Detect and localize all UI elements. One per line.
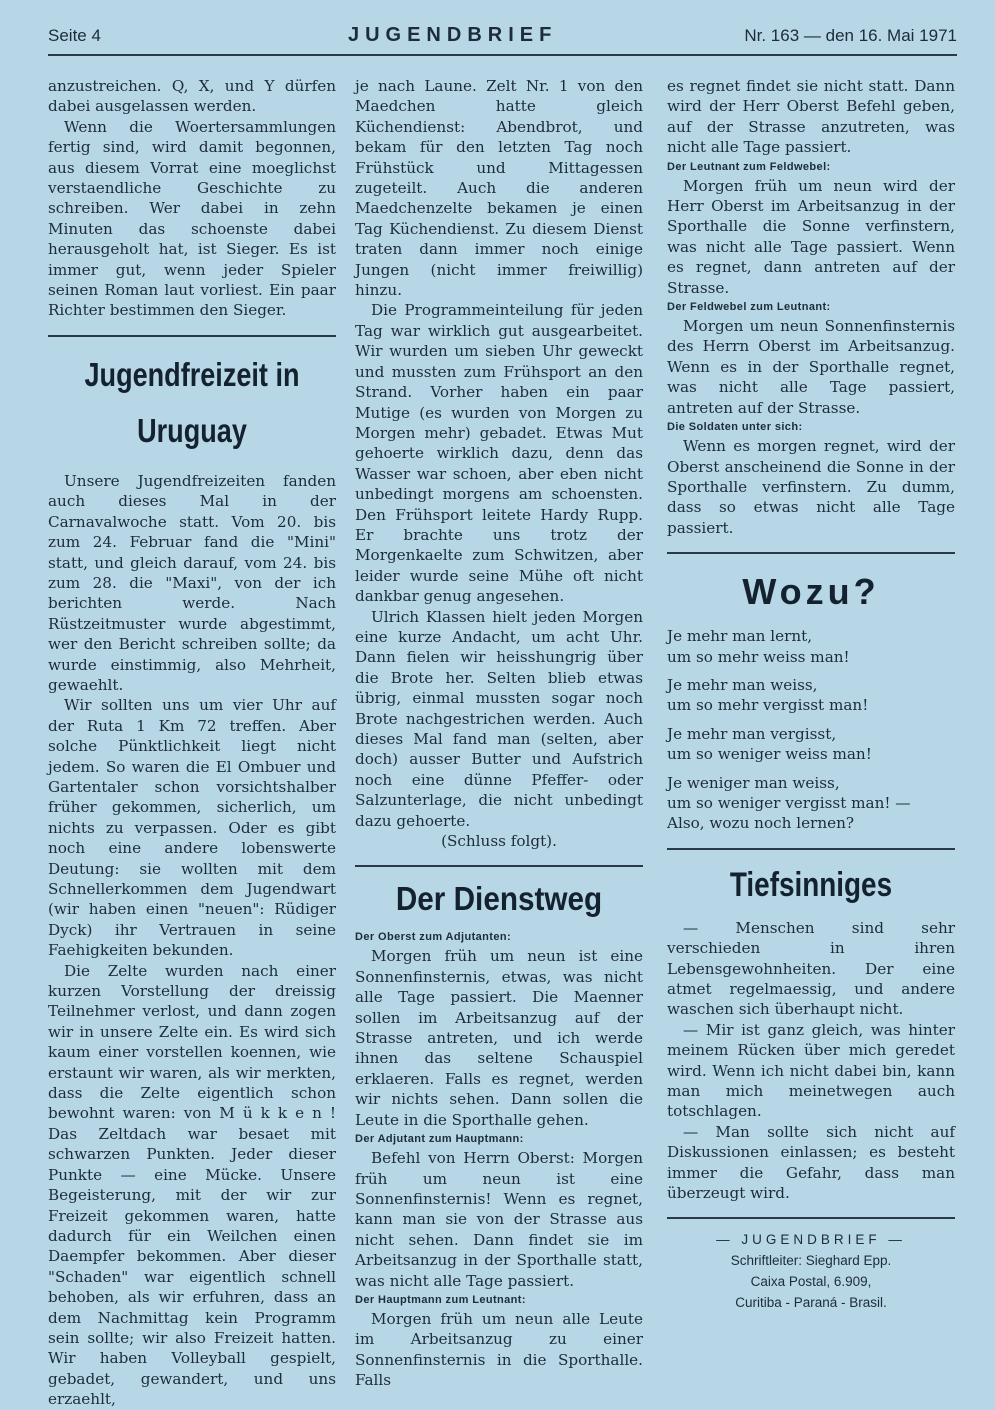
divider bbox=[667, 1217, 955, 1219]
uruguay-paragraph-4: je nach Laune. Zelt Nr. 1 von den Maedchen hatte gleich Küchendienst: Abendbrot, und bekam für den letzten Tag noch Frühstück und Mittagessen zugeteilt. Auch die anderen Maedchenzelte bekamen je einen Tag Küchendienst. Zu diesem Dienst traten dann immer noch einige Jungen (nicht immer freiwillig) hinzu. bbox=[355, 77, 643, 300]
poem-line: Je mehr man vergisst, bbox=[667, 724, 837, 743]
role-heading: Der Hauptmann zum Leutnant: bbox=[355, 1293, 526, 1306]
poem-line: Je mehr man weiss, bbox=[667, 675, 818, 694]
imprint bbox=[667, 1229, 955, 1313]
issue-date: Nr. 163 — den 16. Mai 1971 bbox=[744, 26, 957, 45]
imprint-address: Caixa Postal, 6.909, bbox=[750, 1274, 872, 1290]
article-title-tiefsinniges: Tiefsinniges bbox=[729, 865, 893, 904]
tiefsinniges-paragraph: — Menschen sind sehr verschieden in ihren Lebensgewohnheiten. Der eine atmet regelmaessig, und andere waschen sich überhaupt nicht. bbox=[667, 918, 955, 1019]
divider bbox=[355, 865, 643, 867]
poem-line: Je weniger man weiss, bbox=[667, 773, 840, 792]
dienstweg-continuation: es regnet findet sie nicht statt. Dann wird der Herr Oberst Befehl geben, auf der Strasse anzutreten, was nicht alle Tage passiert. bbox=[667, 77, 955, 157]
tiefsinniges-paragraph: — Mir ist ganz gleich, was hinter meinem Rücken über mich geredet wird. Wenn ich nicht dabei bin, kann man mich meinetwegen auch totschlagen. bbox=[667, 1020, 955, 1121]
role-heading: Der Oberst zum Adjutanten: bbox=[355, 931, 512, 944]
dienstweg-paragraph: Morgen um neun Sonnenfinsternis des Herrn Oberst im Arbeitsanzug. Wenn es in der Sporthalle regnet, was nicht alle Tage passiert, antreten auf der Strasse. bbox=[667, 317, 955, 417]
divider bbox=[667, 848, 955, 850]
article-title-wozu: Wozu? bbox=[742, 571, 880, 613]
dienstweg-paragraph: Morgen früh um neun ist eine Sonnenfinsternis, etwas, was nicht alle Tage passiert. Die Maenner sollen im Arbeitsanzug auf der Strasse antreten, und ich werde ihnen das seltene Schauspiel erklaeren. Falls es regnet, werden wir nichts sehen. Dann sollen die Leute in die Sporthalle gehen. bbox=[355, 947, 643, 1129]
dienstweg-paragraph: Morgen früh um neun alle Leute im Arbeitsanzug zu einer Sonnenfinsternis in die Sporthalle. Falls bbox=[355, 1309, 643, 1390]
poem-line: Also, wozu noch lernen? bbox=[667, 814, 855, 833]
page-header bbox=[48, 24, 957, 56]
dienstweg-paragraph: Wenn es morgen regnet, wird der Oberst anscheinend die Sonne in der Sporthalle verfinstern. Zu dumm, dass so etwas nicht alle Tage passiert. bbox=[667, 437, 955, 537]
role-heading: Der Adjutant zum Hauptmann: bbox=[355, 1133, 524, 1146]
uruguay-paragraph-1: Unsere Jugendfreizeiten fanden auch dieses Mal in der Carnavalwoche statt. Vom 20. bis zum 24. Februar fand die "Mini" statt, und gleich darauf, vom 24. bis zum 28. die "Maxi", von der ich berichten werde. Nach Rüstzeitmuster wurde abgestimmt, wer den Bericht schreiben sollte; da wurde einstimmig, also Mehrheit, gewaehlt. bbox=[48, 471, 336, 694]
poem-line: um so mehr vergisst man! bbox=[667, 696, 869, 715]
publication-name: JUGENDBRIEF bbox=[347, 24, 558, 46]
poem-stanza bbox=[667, 626, 955, 667]
divider bbox=[48, 335, 336, 337]
imprint-editor: Schriftleiter: Sieghard Epp. bbox=[730, 1253, 892, 1269]
poem-line: um so mehr weiss man! bbox=[667, 647, 850, 666]
imprint-city: Curitiba - Paraná - Brasil. bbox=[735, 1295, 887, 1311]
poem-stanza bbox=[667, 675, 955, 716]
poem-stanza bbox=[667, 724, 955, 765]
game-text-paragraph: Wenn die Woertersammlungen fertig sind, wird damit begonnen, aus diesem Vorrat eine moeglichst verstaendliche Geschichte zu schreiben. Wer dabei in zehn Minuten das schoenste dabei herausgeholt hat, ist Sieger. Es ist immer gut, wenn jeder Spieler seinen Roman laut vorliest. Ein paar Richter bestimmen den Sieger. bbox=[48, 117, 336, 320]
tiefsinniges-paragraph: — Man sollte sich nicht auf Diskussionen einlassen; es besteht immer die Gefahr, dass man überzeugt wird. bbox=[667, 1122, 955, 1203]
article-title-dienstweg: Der Dienstweg bbox=[395, 880, 603, 918]
uruguay-paragraph-6: Ulrich Klassen hielt jeden Morgen eine kurze Andacht, um acht Uhr. Dann fielen wir heisshungrig über die Brote her. Selten blieb etwas übrig, einmal mussten sogar noch Brote nachgestrichen werden. Auch dieses Mal fand man (selten, aber doch) ausser Butter und Aufstrich noch eine dünne Pfeffer- oder Salzunterlage, die nicht unbedingt dazu gehoerte. bbox=[355, 607, 643, 830]
article-title-uruguay: Jugendfreizeit in Uruguay bbox=[84, 355, 300, 449]
imprint-title: — JUGENDBRIEF — bbox=[716, 1232, 906, 1248]
uruguay-paragraph-2: Wir sollten uns um vier Uhr auf der Ruta 1 Km 72 treffen. Aber solche Pünktlichkeit liegt nicht jedem. So waren die El Ombuer und Gartentaler schon vorsichtshalber früher gekommen, sicherlich, um nichts zu verpassen. Oder es gibt noch eine andere lobenswerte Deutung: sie wollten mit dem Schnellerkommen dem Jugendwart (wir haben einen "neuen": Rüdiger Dyck) ihr Vertrauen in seine Faehigkeiten bekunden. bbox=[48, 696, 336, 960]
poem-stanza bbox=[667, 773, 955, 834]
column-3 bbox=[667, 76, 955, 1313]
divider bbox=[667, 552, 955, 554]
poem-line: Je mehr man lernt, bbox=[667, 627, 813, 646]
column-2 bbox=[355, 76, 643, 1391]
role-heading: Der Feldwebel zum Leutnant: bbox=[667, 301, 831, 314]
dienstweg-paragraph: Morgen früh um neun wird der Herr Oberst im Arbeitsanzug in der Sporthalle die Sonne verfinstern, was nicht alle Tage passiert. Wenn es regnet, dann antreten auf der Strasse. bbox=[667, 176, 955, 297]
wozu-poem bbox=[667, 626, 955, 834]
uruguay-paragraph-3: Die Zelte wurden nach einer kurzen Vorstellung der dreissig Teilnehmer verlost, und dann zogen wir in unsere Zelte ein. Es wird sich kaum einer vorstellen koennen, wie erstaunt wir waren, als wir merkten, dass die Zelte eigentlich schon bewohnt waren: von M ü k k e n ! Das Zeltdach war besaet mit schwarzen Punkten. Jeder dieser Punkte — eine Mücke. Unsere Begeisterung, mit der wir zur Freizeit gekommen waren, hatte dadurch für ein Weilchen einen Daempfer bekommen. Aber dieser "Schaden" war eigentlich schnell behoben, als wir erfuhren, dass an dem Nachmittag kein Programm sein sollte; wir also Freizeit hatten. Wir haben Volleyball gespielt, gebadet, gewandert, und uns erzaehlt, bbox=[48, 961, 336, 1409]
page-number: Seite 4 bbox=[48, 26, 101, 45]
poem-line: um so weniger weiss man! bbox=[667, 745, 872, 764]
poem-line: um so weniger vergisst man! — bbox=[667, 793, 911, 812]
column-1 bbox=[48, 76, 336, 1410]
uruguay-paragraph-5: Die Programmeinteilung für jeden Tag war wirklich gut ausgearbeitet. Wir wurden um sieben Uhr geweckt und mussten zum Frühsport an den Strand. Vorher haben ein paar Mutige (es wurden von Morgen zu Morgen mehr) gebadet. Etwas Mut gehoerte wirklich dazu, denn das Wasser war schoen, aber eben nicht unbedingt morgens am schoensten. Den Frühsport leitete Hardy Rupp. Er brachte uns trotz der Morgenkaelte zum Schwitzen, aber leider wurde seine Mühe oft nicht dankbar genug angesehen. bbox=[355, 301, 643, 606]
role-heading: Der Leutnant zum Feldwebel: bbox=[667, 160, 831, 173]
role-heading: Die Soldaten unter sich: bbox=[667, 421, 803, 434]
game-text-end: anzustreichen. Q, X, und Y dürfen dabei ausgelassen werden. bbox=[48, 77, 336, 116]
dienstweg-paragraph: Befehl von Herrn Oberst: Morgen früh um neun ist eine Sonnenfinsternis! Wenn es regnet, kann man sie von der Strasse aus nicht sehen. Dann findet sie im Arbeitsanzug in der Sporthalle statt, was nicht alle Tage passiert. bbox=[355, 1149, 643, 1290]
continued-note: (Schluss folgt). bbox=[441, 832, 557, 851]
